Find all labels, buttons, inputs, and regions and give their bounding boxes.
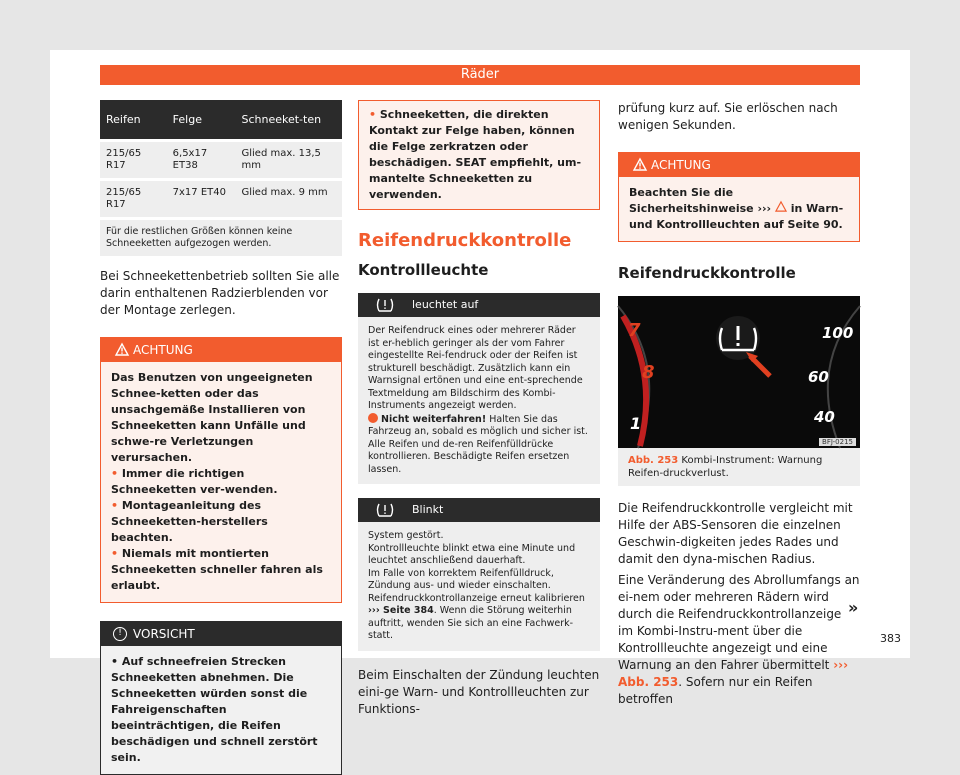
warning-text: in Warn- und Kontrollleuchten auf Seite 90. <box>629 202 844 231</box>
caption-label: Abb. 253 <box>628 455 679 466</box>
lamp-box-on <box>358 293 600 484</box>
warning-intro: Das Benutzen von ungeeigneten Schnee-ketten oder das unsachgemäße Installieren von Schneeketten kann Unfälle und schwe-re Verletzungen verursachen. <box>111 370 313 464</box>
figure-link[interactable]: ››› Abb. 253 <box>618 658 849 689</box>
lamp-body <box>358 522 600 651</box>
lamp-header <box>358 293 600 317</box>
column-middle <box>358 100 600 718</box>
subsection-heading: Reifendruckkontrolle <box>618 264 796 282</box>
lamp-body <box>358 317 600 484</box>
warning-bullet: • Niemals mit montierten Schneeketten schneller fahren als erlaubt. <box>111 546 331 594</box>
figure-caption <box>618 448 860 486</box>
warning-title: ACHTUNG <box>133 342 193 357</box>
paragraph <box>618 572 860 708</box>
paragraph: prüfung kurz auf. Sie erlöschen nach wenigen Sekunden. <box>618 101 838 132</box>
lamp-text: Der Reifendruck eines oder mehrerer Räder ist er-heblich geringer als der vom Fahrer eingestellte Rei-fendruck oder der Reifen ist strukturell beschädigt. Zusätzlich kann ein Warnsignal ertönen und eine ent-sprechende Textmeldung am Bildschirm des Kombi-Instruments angezeigt werden. <box>368 325 583 411</box>
lamp-text: Kontrollleuchte blinkt etwa eine Minute und leuchtet anschließend dauerhaft. <box>368 542 576 566</box>
lamp-header <box>358 498 600 522</box>
warning-triangle-icon <box>115 343 129 356</box>
caution-box <box>100 621 342 775</box>
warning-title: ACHTUNG <box>651 158 711 172</box>
lamp-text-part: Im Falle von korrektem Reifenfülldruck, Zündung aus- und wieder einschalten. Reifendruckkontrollanzeige erneut kalibrieren <box>368 567 585 604</box>
table-note: Für die restlichen Größen können keine Schneeketten aufgezogen werden. <box>100 218 342 256</box>
lamp-text: System gestört. <box>368 530 444 541</box>
warning-triangle-icon <box>633 158 647 171</box>
caution-bullet: • Auf schneefreien Strecken Schneeketten abnehmen. Die Schneeketten würden sonst die Fahreigenschaften beeinträchtigen, die Reifen beschädigen und schnell zerstört sein. <box>111 654 331 766</box>
table-row <box>100 179 342 218</box>
caution-header <box>101 622 341 646</box>
table-cell: Glied max. 9 mm <box>235 179 342 218</box>
warning-text: Beachten Sie die Sicherheitshinweise ››› <box>629 186 772 215</box>
tire-pressure-icon <box>376 297 394 313</box>
page-link[interactable]: ››› Seite 384 <box>368 605 434 616</box>
paragraph: Die Reifendruckkontrolle vergleicht mit Hilfe der ABS-Sensoren die einzelnen Geschwin-digkeiten jedes Rades und damit den dyna-mischen Radius. <box>618 501 853 566</box>
gauge-label: 7 <box>628 320 641 341</box>
lamp-title: Blinkt <box>412 503 444 516</box>
warning-bullet: • Immer die richtigen Schneeketten ver-wenden. <box>111 466 331 498</box>
warning-bullet: • Montageanleitung des Schneeketten-herstellers beachten. <box>111 498 331 546</box>
gauge-label: 1 <box>630 414 642 433</box>
table-header-reifen: Reifen <box>100 100 167 140</box>
stop-text: Halten Sie das Fahrzeug an, sobald es möglich und sicher ist. Alle Reifen und de-ren Reifenfülldrücke kontrollieren. Beschädigte Reifen ersetzen lassen. <box>368 413 588 475</box>
table-row <box>100 140 342 179</box>
table-header-felge: Felge <box>167 100 236 140</box>
column-right <box>618 100 860 708</box>
warning-bullet: • Schneeketten, die direkten Kontakt zur Felge haben, können die Felge zerkratzen oder beschädigen. SEAT empfiehlt, um-mantelte Schneeketten zu verwenden. <box>369 107 589 203</box>
snow-chain-table <box>100 100 342 256</box>
warning-continuation <box>358 100 600 210</box>
info-icon: ! <box>113 627 127 641</box>
stop-icon <box>368 413 378 423</box>
table-cell: 7x17 ET40 <box>167 179 236 218</box>
gauge-label: 40 <box>814 408 835 426</box>
page-number: 383 <box>880 632 901 645</box>
table-row <box>100 218 342 256</box>
figure-code: BFJ-0215 <box>819 438 856 446</box>
continue-marker: » <box>848 598 859 617</box>
table-cell: Glied max. 13,5 mm <box>235 140 342 179</box>
paragraph: Bei Schneekettenbetrieb sollten Sie alle darin enthaltenen Radzierblenden vor der Montage zerlegen. <box>100 268 340 317</box>
table-cell: 215/65 R17 <box>100 179 167 218</box>
section-heading: Reifendruckkontrolle <box>358 230 572 251</box>
lamp-title: leuchtet auf <box>412 298 479 311</box>
page-header: Räder <box>100 65 860 85</box>
gauge-label: 8 <box>642 362 655 383</box>
gauge-label: 100 <box>822 324 854 342</box>
warning-header <box>101 338 341 362</box>
subsection-heading: Kontrollleuchte <box>358 261 489 279</box>
column-left <box>100 100 342 775</box>
warning-body <box>101 362 341 602</box>
table-cell: 6,5x17 ET38 <box>167 140 236 179</box>
lamp-text <box>368 568 590 643</box>
warning-box <box>618 152 860 242</box>
warning-body <box>619 177 859 241</box>
paragraph-part: . Sofern nur ein Reifen betroffen <box>618 675 813 706</box>
warning-header <box>619 153 859 177</box>
table-cell: 215/65 R17 <box>100 140 167 179</box>
lamp-stop-line <box>368 413 590 477</box>
lamp-text-part: . Wenn die Störung weiterhin auftritt, wenden Sie sich an eine Fachwerk-statt. <box>368 605 574 641</box>
caution-body <box>101 646 341 774</box>
warning-triangle-icon <box>775 201 787 212</box>
caution-title: VORSICHT <box>133 626 195 641</box>
caption-text: Kombi-Instrument: Warnung Reifen-druckverlust. <box>628 455 823 479</box>
lamp-box-blink <box>358 498 600 651</box>
paragraph: Beim Einschalten der Zündung leuchten eini-ge Warn- und Kontrollleuchten zur Funktions- <box>358 667 600 716</box>
stop-label: Nicht weiterfahren! <box>381 413 487 425</box>
gauge-label: 60 <box>808 368 829 386</box>
tire-pressure-icon <box>376 502 394 518</box>
paragraph-part: Eine Veränderung des Abrollumfangs an ei-nem oder mehreren Rädern wird durch die Reifendruckkontrollanzeige im Kombi-Instru-ment über die Kontrollleuchte angezeigt und eine Warnung an den Fahrer übermittelt <box>618 573 860 672</box>
instrument-cluster-figure <box>618 296 860 448</box>
table-header-schneeketten: Schneeket-ten <box>235 100 342 140</box>
warning-box <box>100 337 342 603</box>
